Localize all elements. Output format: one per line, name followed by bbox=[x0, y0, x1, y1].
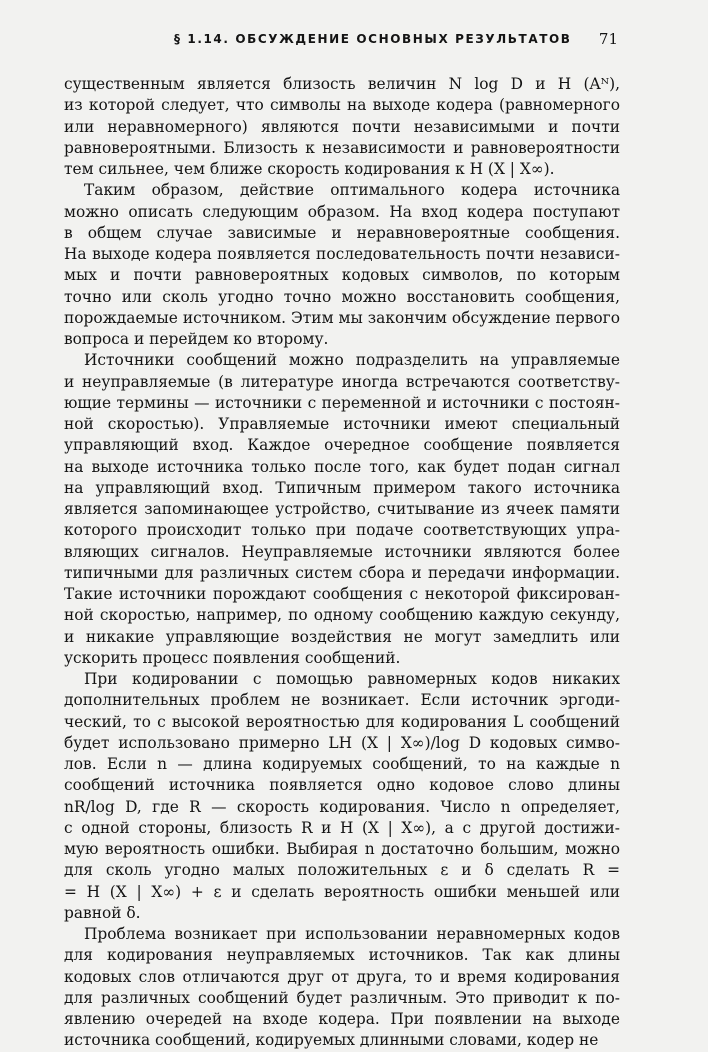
body-text bbox=[64, 74, 620, 1052]
text-line: типичными для различных систем сбора и передачи информации. bbox=[64, 563, 620, 582]
running-header bbox=[64, 30, 618, 54]
text-line: мых и почти равновероятных кодовых символов, по которым bbox=[64, 266, 620, 285]
text-line: точно или сколь угодно точно можно восстановить сообщения, bbox=[64, 287, 620, 306]
text-line: сообщений источника появляется одно кодовое слово длины bbox=[64, 776, 620, 795]
text-line: ной скоростью). Управляемые источники имеют специальный bbox=[64, 415, 620, 433]
text-line: кодовых слов отличаются друг от друга, то и время кодирования bbox=[64, 967, 620, 986]
paragraph bbox=[64, 74, 620, 180]
text-line: для различных сообщений будет различным. Это приводит к по- bbox=[64, 988, 620, 1007]
text-line: в общем случае зависимые и неравновероятные сообщения. bbox=[64, 223, 620, 242]
paragraph bbox=[64, 180, 620, 350]
text-line: Источники сообщений можно подразделить на управляемые bbox=[84, 351, 620, 370]
text-line: явлению очередей на входе кодера. При появлении на выходе bbox=[64, 1010, 620, 1028]
text-line: и никакие управляющие воздействия не могут замедлить или bbox=[64, 627, 620, 646]
paragraph bbox=[64, 350, 620, 669]
page-number: 71 bbox=[598, 30, 618, 48]
text-line: тем сильнее, чем ближе скорость кодирования к H (X | X∞). bbox=[64, 160, 555, 178]
text-line: которого происходит только при подаче соответствующих упра- bbox=[64, 521, 620, 540]
text-line: мую вероятность ошибки. Выбирая n достаточно большим, можно bbox=[64, 840, 620, 858]
paragraph bbox=[64, 924, 620, 1052]
text-line: источника сообщений, кодируемых длинными словами, кодер не bbox=[64, 1031, 599, 1050]
text-line: существенным является близость величин N log D и H (Aᴺ), bbox=[64, 75, 620, 93]
text-line: Таким образом, действие оптимального кодера источника bbox=[84, 181, 620, 200]
text-line: ускорить процесс появления сообщений. bbox=[64, 648, 401, 667]
text-line: = H (X | X∞) + ε и сделать вероятность ошибки меньшей или bbox=[64, 882, 620, 901]
text-line: Такие источники порождают сообщения с некоторой фиксирован- bbox=[64, 585, 620, 603]
text-line: ческий, то с высокой вероятностью для кодирования L сообщений bbox=[64, 712, 620, 731]
text-line: ющие термины — источники с переменной и источники с постоян- bbox=[64, 393, 620, 412]
text-line: ной скоростью, например, по одному сообщению каждую секунду, bbox=[64, 606, 620, 625]
text-line: и неуправляемые (в литературе иногда встречаются соответству- bbox=[64, 372, 620, 391]
text-line: можно описать следующим образом. На вход кодера поступают bbox=[64, 202, 620, 221]
text-line: вопроса и перейдем ко второму. bbox=[64, 330, 329, 348]
text-line: равной δ. bbox=[64, 903, 141, 922]
text-line: управляющий вход. Каждое очередное сообщение появляется bbox=[64, 436, 620, 455]
text-line: на управляющий вход. Типичным примером такого источника bbox=[64, 478, 620, 497]
section-title: § 1.14. ОБСУЖДЕНИЕ ОСНОВНЫХ РЕЗУЛЬТАТОВ bbox=[174, 32, 572, 46]
text-line: на выходе источника только после того, как будет подан сигнал bbox=[64, 457, 620, 476]
text-line: дополнительных проблем не возникает. Если источник эргоди- bbox=[64, 691, 620, 710]
text-line: порождаемые источником. Этим мы закончим обсуждение первого bbox=[64, 308, 620, 327]
text-line: На выходе кодера появляется последовательность почти независи- bbox=[64, 245, 620, 263]
text-line: с одной стороны, близость R и H (X | X∞), а с другой достижи- bbox=[64, 818, 620, 837]
text-line: будет использовано примерно LH (X | X∞)/log D кодовых симво- bbox=[64, 733, 620, 752]
text-line: При кодировании с помощью равномерных кодов никаких bbox=[84, 670, 620, 688]
text-line: или неравномерного) являются почти независимыми и почти bbox=[64, 117, 620, 136]
text-line: является запоминающее устройство, считывание из ячеек памяти bbox=[64, 500, 620, 518]
paragraph bbox=[64, 669, 620, 924]
text-line: для сколь угодно малых положительных ε и δ сделать R = bbox=[64, 861, 620, 880]
text-line: лов. Если n — длина кодируемых сообщений, то на каждые n bbox=[64, 755, 620, 773]
text-line: Проблема возникает при использовании неравномерных кодов bbox=[84, 925, 620, 943]
text-line: вляющих сигналов. Неуправляемые источники являются более bbox=[64, 542, 620, 561]
text-line: из которой следует, что символы на выходе кодера (равномерного bbox=[64, 96, 620, 115]
text-line: равновероятными. Близость к независимости и равновероятности bbox=[64, 138, 620, 157]
text-line: для кодирования неуправляемых источников. Так как длины bbox=[64, 946, 620, 965]
text-line: nR/log D, где R — скорость кодирования. Число n определяет, bbox=[64, 797, 620, 816]
